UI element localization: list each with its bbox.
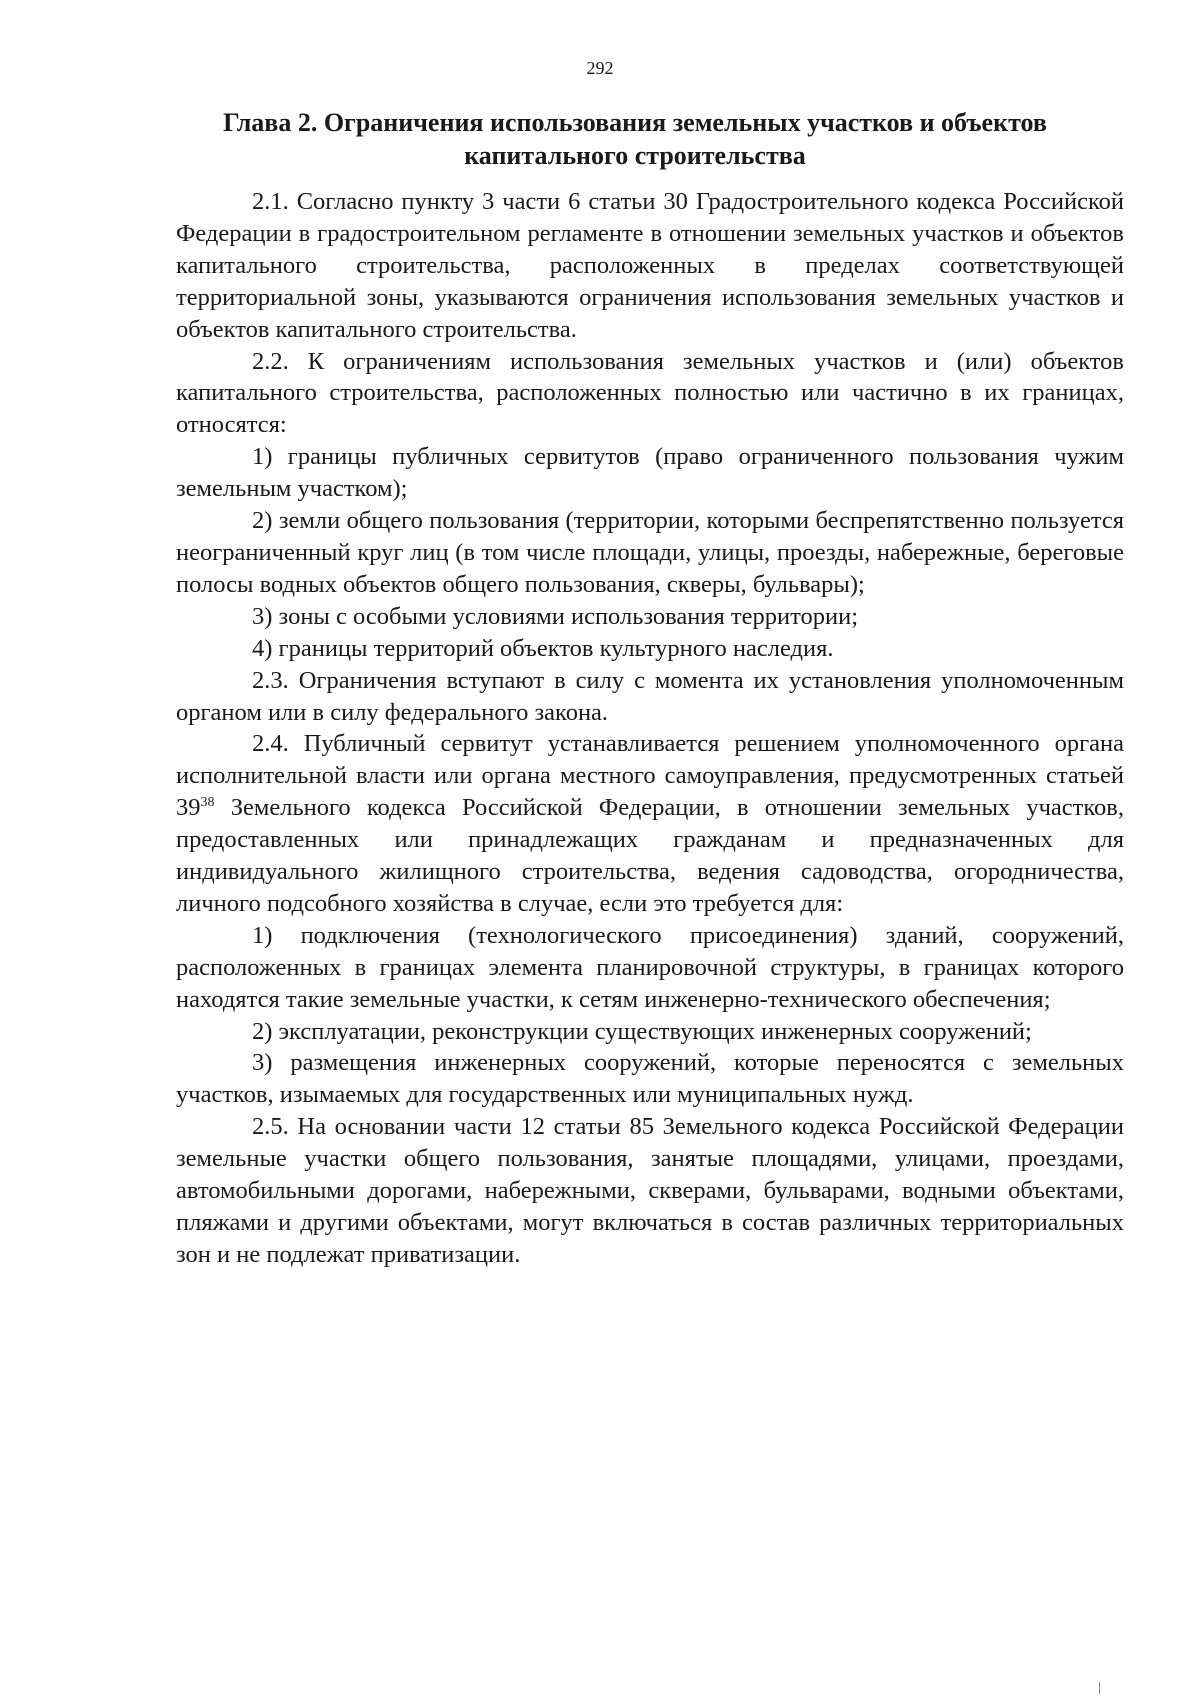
list-item-2-2-4: 4) границы территорий объектов культурного наследия. — [252, 634, 834, 662]
paragraph-2-5: 2.5. На основании части 12 статьи 85 Земельного кодекса Российской Федерации земельные участки общего пользования, занятые площадями, улицами, проездами, автомобильными дорогами, набережными, скверами, бульварами, водными объектами, пляжами и другими объектами, могут включаться в состав различных территориальных зон и не подлежат приватизации. — [176, 1113, 1124, 1268]
paragraph-2-4 — [176, 728, 1124, 919]
list-item-2-4-2: 2) эксплуатации, реконструкции существующих инженерных сооружений; — [252, 1017, 1032, 1045]
list-item-2-4-1: 1) подключения (технологического присоединения) зданий, сооружений, расположенных в границах элемента планировочной структуры, в границах которого находятся такие земельные участки, к сетям инженерно-технического обеспечения; — [176, 921, 1124, 1013]
page-number: 292 — [586, 58, 614, 78]
document-body — [176, 186, 1124, 1271]
paragraph-2-2: 2.2. К ограничениям использования земельных участков и (или) объектов капитального строительства, расположенных полностью или частично в их границах, относятся: — [176, 347, 1124, 439]
chapter-title — [150, 106, 1120, 172]
paragraph-2-4-text-start: 2.4. Публичный сервитут устанавливается решением уполномоченного органа исполнительной власти или органа местного самоуправления, предусмотренных статьей 39 — [176, 730, 1124, 822]
scan-edge-mark — [1099, 1682, 1100, 1694]
list-item-2-2-3: 3) зоны с особыми условиями использования территории; — [252, 602, 859, 630]
list-item-2-2-2: 2) земли общего пользования (территории, которыми беспрепятственно пользуется неограниченный круг лиц (в том числе площади, улицы, проезды, набережные, береговые полосы водных объектов общего пользования, скверы, бульвары); — [176, 507, 1124, 598]
chapter-title-line-1: Глава 2. Ограничения использования земельных участков и объектов — [223, 108, 1047, 137]
article-superscript: 38 — [200, 795, 215, 811]
paragraph-2-4-text-end: Земельного кодекса Российской Федерации, в отношении земельных участков, предоставленных или принадлежащих гражданам и предназначенных для индивидуального жилищного строительства, ведения садоводства, огородничества, личного подсобного хозяйства в случае, если это требуется для: — [176, 794, 1124, 917]
list-item-2-4-3: 3) размещения инженерных сооружений, которые переносятся с земельных участков, изымаемых для государственных или муниципальных нужд. — [176, 1049, 1124, 1109]
paragraph-2-1: 2.1. Согласно пункту 3 части 6 статьи 30 Градостроительного кодекса Российской Федерации в градостроительном регламенте в отношении земельных участков и объектов капитального строительства, расположенных в пределах соответствующей территориальной зоны, указываются ограничения использования земельных участков и объектов капитального строительства. — [176, 188, 1124, 343]
list-item-2-2-1: 1) границы публичных сервитутов (право ограниченного пользования чужим земельным участком); — [176, 443, 1124, 503]
chapter-title-line-2: капитального строительства — [464, 141, 806, 170]
paragraph-2-3: 2.3. Ограничения вступают в силу с момента их установления уполномоченным органом или в силу федерального закона. — [176, 666, 1124, 726]
